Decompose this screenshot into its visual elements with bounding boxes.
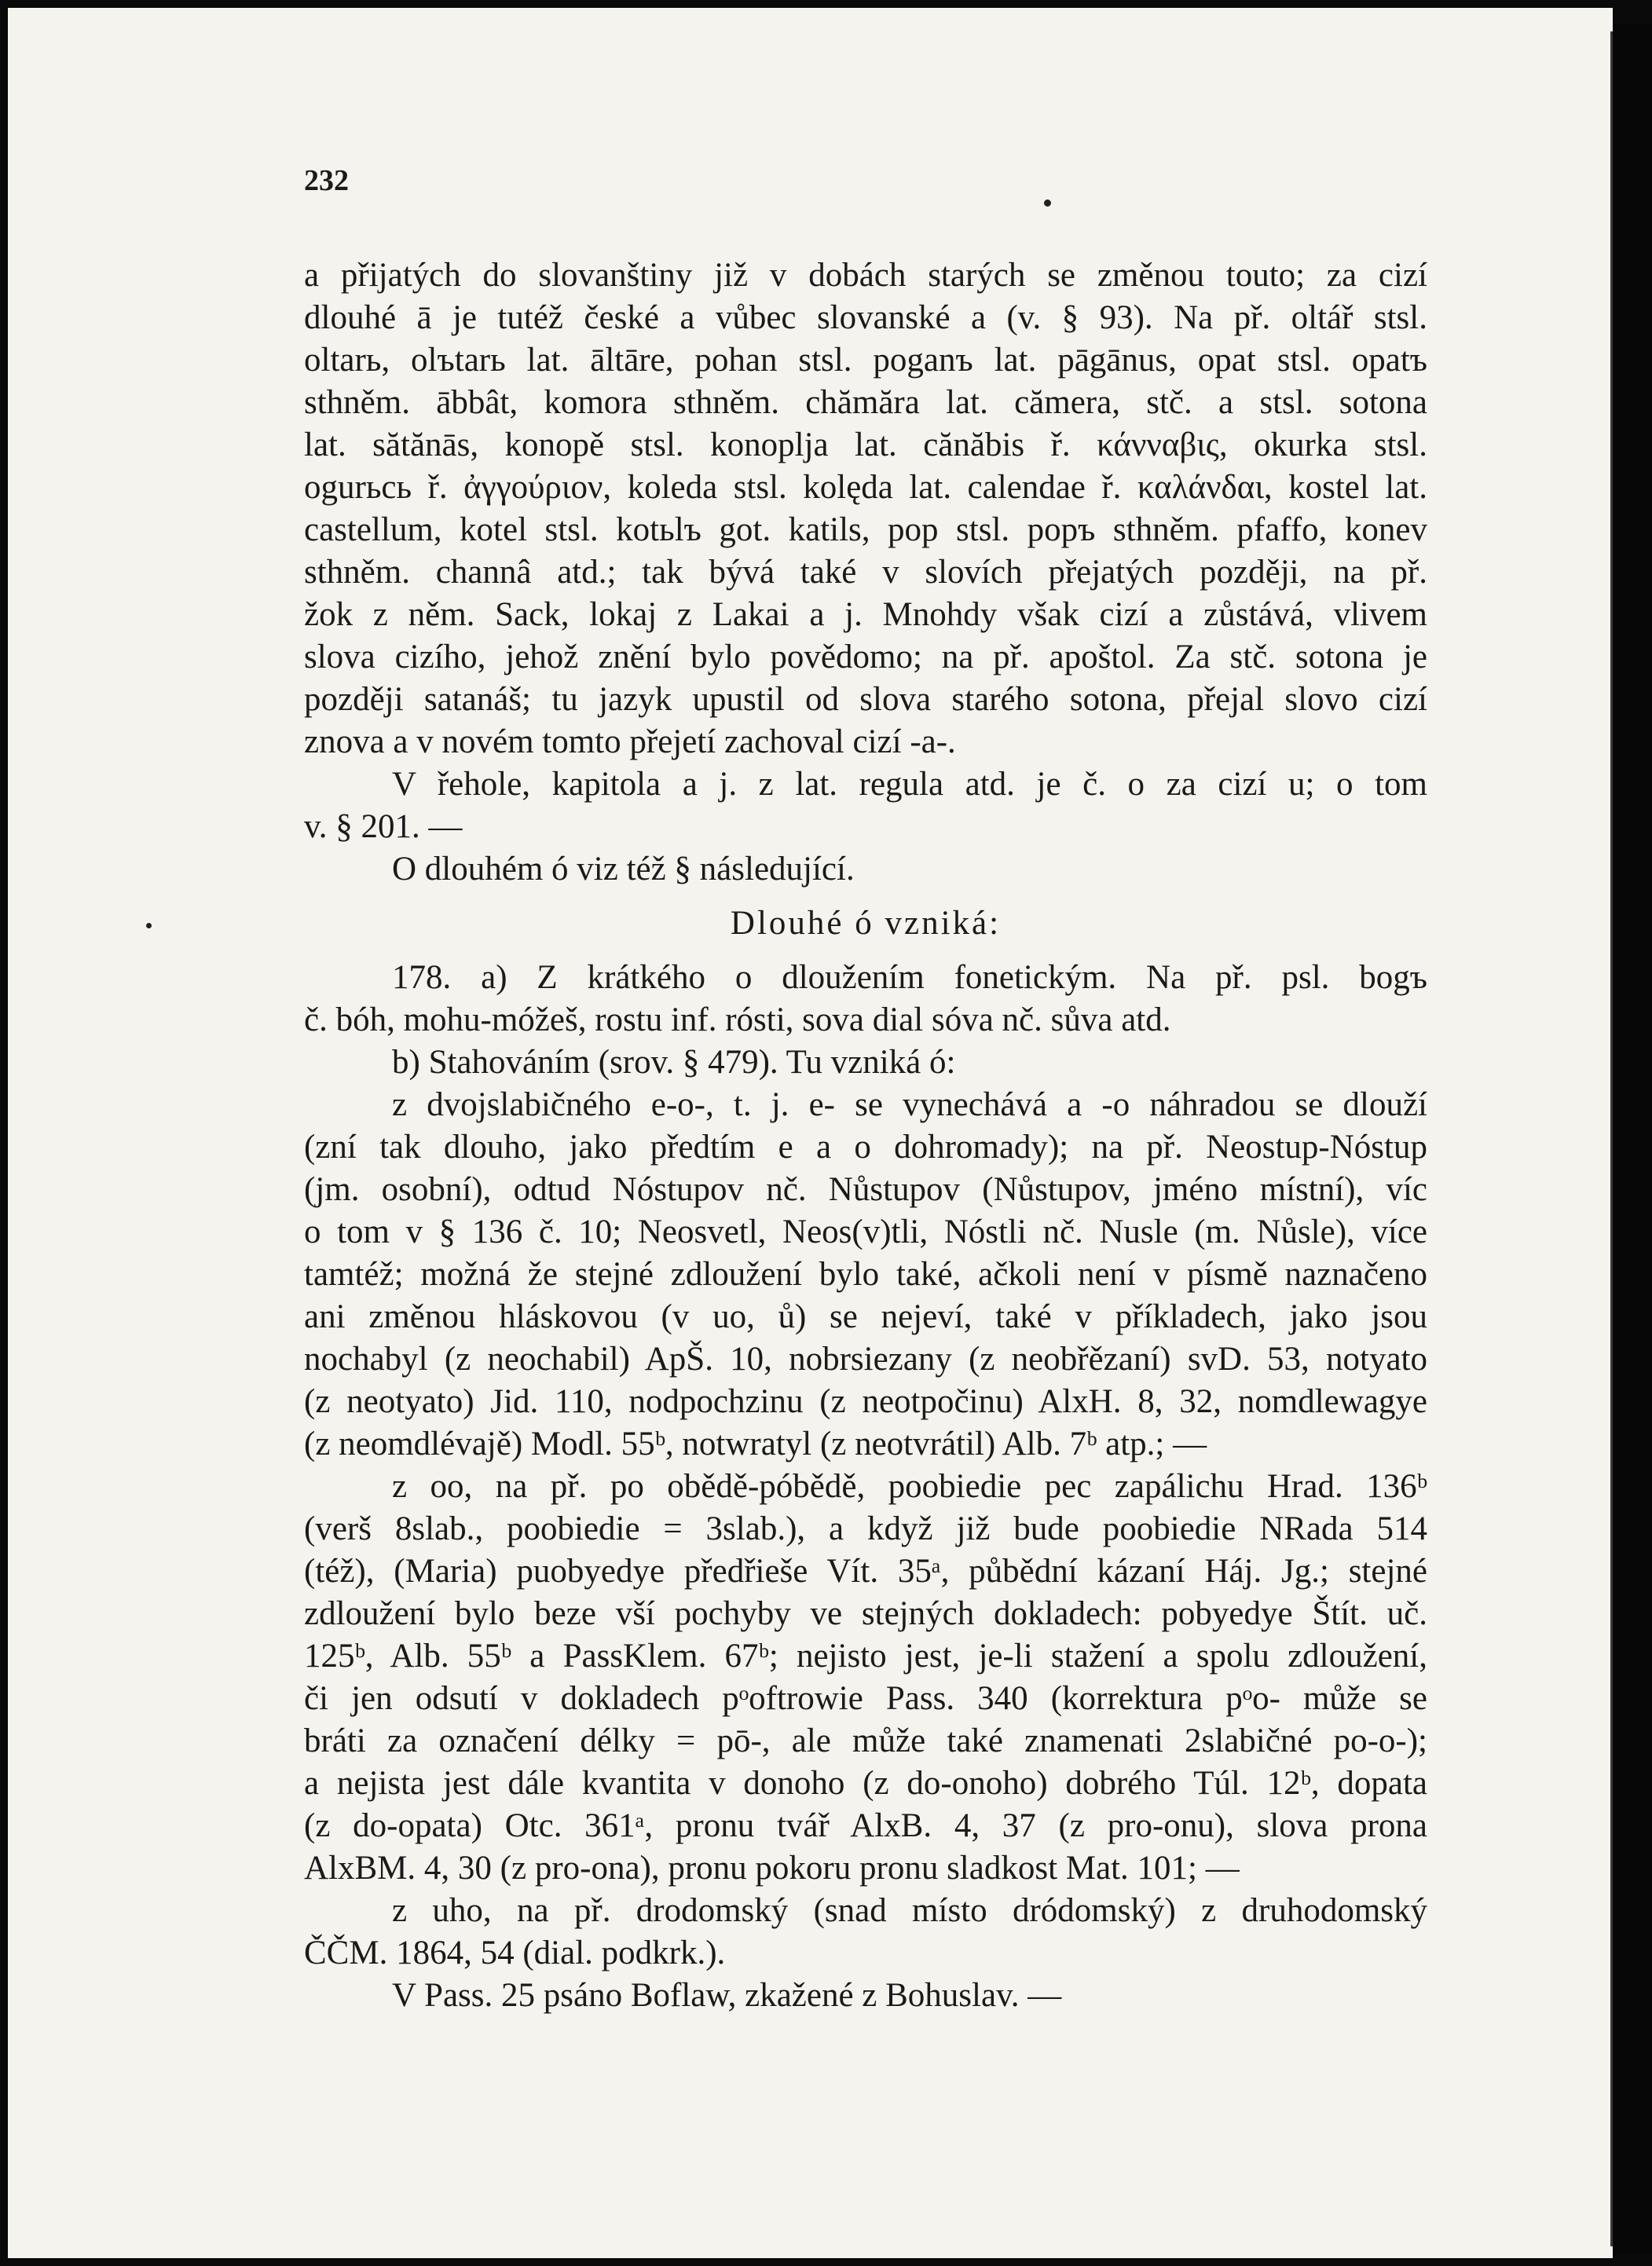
text-line: a nejista jest dále kvantita v donoho (z do-onoho) dobrého Túl. 12ᵇ, dopata [304,1765,1427,1802]
ink-speck [146,923,152,928]
text-line: AlxBM. 4, 30 (z pro-ona), pronu pokoru pronu sladkost Mat. 101; — [304,1850,1240,1887]
text-line: slova cizího, jehož znění bylo povědomo; na př. apoštol. Za stč. sotona je [304,639,1427,675]
text-line: v. § 201. — [304,808,463,845]
text-line: z dvojslabičného e-o-, t. j. e- se vynechává a -o náhradou se dlouží [392,1086,1427,1123]
text-line: sthněm. ābbât, komora sthněm. chămăra lat. cămera, stč. a stsl. sotona [304,384,1427,421]
text-line: ogurьсь ř. ἀγγούριον, koleda stsl. kolęda lat. calendae ř. καλάνδαι, kostel lat. [304,469,1427,506]
text-line: 125ᵇ, Alb. 55ᵇ a PassKlem. 67ᵇ; nejisto jest, je-li stažení a spolu zdloužení, [304,1638,1427,1675]
text-line: (též), (Maria) puobyedye předřieše Vít. 35ᵃ, půbědní kázaní Háj. Jg.; stejné [304,1553,1427,1590]
text-line: O dlouhém ó viz též § následující. [392,851,855,888]
text-line: (z neotyato) Jid. 110, nodpochzinu (z neotpočinu) AlxH. 8, 32, nomdlewagye [304,1383,1427,1420]
scan-border-right [1613,24,1652,2254]
text-line: žok z něm. Sack, lokaj z Lakai a j. Mnohdy však cizí a zůstává, vlivem [304,596,1427,633]
text-line: č. bóh, mohu-móžeš, rostu inf. rósti, sova dial sóva nč. sůva atd. [304,1001,1171,1038]
text-line: lat. sătănās, konopě stsl. konoplja lat. cănăbis ř. κάνναβις, okurka stsl. [304,426,1427,463]
text-line: z oo, na př. po obědě-póbědě, poobiedie pec zapálichu Hrad. 136ᵇ [392,1468,1427,1505]
text-line: castellum, kotel stsl. kotьlъ got. katils, pop stsl. popъ sthněm. pfaffo, konev [304,511,1427,548]
text-line: ČČM. 1864, 54 (dial. podkrk.). [304,1935,726,1971]
text-line: V Pass. 25 psáno Boflaw, zkažené z Bohuslav. — [392,1977,1062,2014]
text-line: ani změnou hláskovou (v uo, ů) se nejeví, také v příkladech, jako jsou [304,1298,1427,1335]
text-line: nochabyl (z neochabil) ApŠ. 10, nobrsiezany (z neobřězaní) svD. 53, notyato [304,1341,1427,1378]
text-line: zdloužení bylo beze vší pochyby ve stejných dokladech: pobyedye Štít. uč. [304,1595,1427,1632]
text-line: (z do-opata) Otc. 361ᵃ, pronu tvář AlxB. 4, 37 (z pro-onu), slova prona [304,1807,1427,1844]
text-line: sthněm. channâ atd.; tak bývá také v slovích přejatých později, na př. [304,554,1427,591]
text-line: z uho, na př. drodomský (snad místo dródomský) z druhodomský [392,1892,1427,1929]
text-line: znova a v novém tomto přejetí zachoval cizí -a-. [304,723,956,760]
text-line: a přijatých do slovanštiny již v dobách starých se změnou touto; za cizí [304,257,1427,294]
text-line: (zní tak dlouho, jako předtím e a o dohromady); na př. Neostup-Nóstup [304,1129,1427,1166]
text-line: bráti za označení délky = pō-, ale může také znamenati 2slabičné po-o-); [304,1722,1427,1759]
section-heading: Dlouhé ó vzniká: [730,905,1002,942]
text-line: později satanáš; tu jazyk upustil od slova starého sotona, přejal slovo cizí [304,681,1427,718]
text-line: V řehole, kapitola a j. z lat. regula atd. je č. o za cizí u; o tom [392,766,1427,803]
text-line: oltarь, olъtarь lat. āltāre, pohan stsl. poganъ lat. pāgānus, opat stsl. opatъ [304,342,1427,379]
text-line: (jm. osobní), odtud Nóstupov nč. Nůstupov (Nůstupov, jméno místní), víc [304,1171,1427,1208]
text-line: či jen odsutí v dokladech pᵒoftrowie Pass. 340 (korrektura pᵒo- může se [304,1680,1427,1717]
text-line: o tom v § 136 č. 10; Neosvetl, Neos(v)tli, Nóstli nč. Nusle (m. Nůsle), více [304,1214,1427,1250]
page-number: 232 [304,164,349,197]
text-line: dlouhé ā je tutéž české a vůbec slovanské a (v. § 93). Na př. oltář stsl. [304,299,1427,336]
text-line: (verš 8slab., poobiedie = 3slab.), a když již bude poobiedie NRada 514 [304,1510,1427,1547]
text-line: (z neomdlévajě) Modl. 55ᵇ, notwratyl (z neotvrátil) Alb. 7ᵇ atp.; — [304,1426,1207,1462]
page-text [304,163,1427,2017]
text-line: tamtéž; možná že stejné zdloužení bylo také, ačkoli není v písmě naznačeno [304,1256,1427,1293]
text-line: 178. a) Z krátkého o dloužením fonetickým. Na př. psl. bogъ [392,959,1427,996]
text-line: b) Stahováním (srov. § 479). Tu vzniká ó: [392,1044,956,1081]
